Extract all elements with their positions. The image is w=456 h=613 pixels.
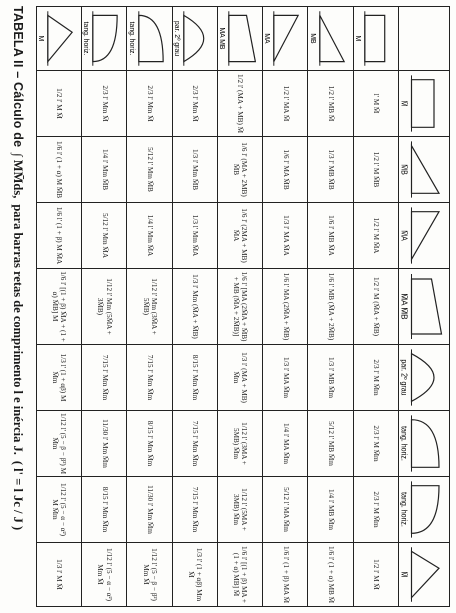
table-cell: [37, 137, 82, 203]
row-header-1: [308, 7, 353, 71]
row-shape-7: [37, 7, 81, 70]
cell-formula: 2/3 l' Mm M̄: [100, 85, 109, 122]
cell-formula: 1/6 l' (1 + β) M M̄A: [55, 206, 64, 265]
row-shape-6: [82, 7, 126, 70]
table-label: TABELA II – Cálculo de: [11, 6, 25, 148]
cell-formula: 1/2 l' MA M̄: [281, 85, 290, 122]
cell-formula: 1/6 l' (1 + α) M M̄B: [55, 140, 64, 199]
table-cell: [172, 71, 217, 137]
cell-formula: 5/12 l' MB M̄m: [326, 421, 335, 466]
cell-formula: 8/15 l' Mm M̄m: [191, 354, 200, 401]
row-shape-3: [218, 7, 262, 70]
table-cell: [353, 203, 398, 269]
row-shape-1-label: MB: [308, 33, 316, 44]
table-cell: [218, 71, 263, 137]
row-shape-2-label: MA: [263, 33, 271, 44]
table-cell: [218, 137, 263, 203]
table-cell: [308, 411, 353, 477]
row-shape-5: [128, 7, 172, 70]
table-cell: [127, 203, 172, 269]
cell-formula: 2/3 l' M M̄m: [372, 491, 381, 528]
row-header-3: [218, 7, 263, 71]
cell-formula: 1/12 l' (5 − β − β²) M M̄m: [51, 413, 68, 474]
column-shape-3-label: M̄A M̄B: [399, 293, 409, 320]
cell-formula: 7/15 l' Mm M̄m: [100, 354, 109, 401]
cell-formula: 7/15 l' Mm M̄m: [191, 420, 200, 467]
corner-cell: [399, 7, 450, 71]
cell-formula: 1/3 l' Mm (M̄A + M̄B): [191, 274, 200, 339]
cell-formula: 7/15 l' Mm M̄m: [191, 486, 200, 533]
table-cell: [353, 477, 398, 543]
cell-formula: 1/6 l' (MA + 2MB) M̄B: [232, 142, 249, 197]
table-cell: [308, 71, 353, 137]
table-row: [218, 7, 263, 607]
cell-formula: 1/12 l' Mm (3M̄A + 5M̄B): [141, 278, 158, 335]
table-cell: [37, 411, 82, 477]
column-shape-7: [399, 543, 449, 606]
table-cell: [263, 71, 308, 137]
table-cell: [218, 411, 263, 477]
cell-formula: 1/2 l' M (M̄A + M̄B): [372, 276, 381, 337]
row-header-0: [353, 7, 398, 71]
table-row: [172, 7, 217, 607]
column-shape-3: [399, 269, 449, 344]
table-cell: [218, 543, 263, 607]
column-shape-7-label: M̄: [399, 571, 410, 578]
table-cell: [353, 543, 398, 607]
column-shape-0: [399, 71, 449, 136]
table-cell: [263, 543, 308, 607]
table-cell: [82, 269, 127, 345]
table-cell: [82, 203, 127, 269]
table-caption: [4, 6, 32, 606]
cell-formula: 1/4 l' MA M̄m: [281, 422, 290, 465]
cell-formula: 1/2 l' M M̄B: [372, 151, 381, 188]
table-cell: [308, 543, 353, 607]
cell-formula: 2/3 l' Mm M̄: [145, 85, 154, 122]
table-cell: [37, 71, 82, 137]
table-cell: [37, 477, 82, 543]
cell-formula: 1/6 l' MB (M̄A + 2M̄B): [326, 272, 335, 341]
table-cell: [172, 203, 217, 269]
cell-formula: 1/6 l' (1 + α) MB M̄: [326, 545, 335, 604]
column-shape-6: [399, 477, 449, 542]
table-cell: [353, 345, 398, 411]
cell-formula: 1/3 l' MB M̄B: [326, 149, 335, 190]
cell-formula: 1/3 l' (MA + MB) M̄m: [232, 352, 249, 403]
column-shape-0-label: M̄: [399, 100, 409, 107]
column-header-3: [399, 269, 450, 345]
cell-formula: 2/3 l' M M̄m: [372, 425, 381, 462]
cell-formula: 1/12 l' (5 − β − β²) Mm M̄: [141, 548, 158, 601]
column-header-7: [399, 543, 450, 607]
table-cell: [82, 345, 127, 411]
table-cell: [263, 477, 308, 543]
row-header-7: [37, 7, 82, 71]
table-cell: [82, 137, 127, 203]
cell-formula: 1/4 l' MB M̄m: [326, 488, 335, 531]
table-cell: [127, 137, 172, 203]
row-shape-5-label: tang. horiz.: [127, 21, 135, 56]
row-shape-4: [173, 7, 217, 70]
row-shape-6-label: tang. horiz.: [82, 21, 90, 56]
cell-formula: 1/6 l' MB M̄A: [326, 215, 335, 256]
cell-formula: 5/12 l' MA M̄m: [281, 487, 290, 532]
table-cell: [263, 137, 308, 203]
table-cell: [353, 411, 398, 477]
table-row: [263, 7, 308, 607]
cell-formula: 8/15 l' Mm M̄m: [100, 486, 109, 533]
table-cell: [263, 269, 308, 345]
table-row: [37, 7, 82, 607]
cell-formula: 1/2 l' (MA + MB) M̄: [236, 73, 245, 134]
row-shape-0-label: M: [353, 35, 362, 42]
table-row: [82, 7, 127, 607]
column-shape-2: [399, 203, 449, 268]
cell-formula: 5/12 l' Mm M̄A: [100, 212, 109, 259]
cell-formula: 1/4 l' Mm M̄A: [145, 214, 154, 257]
table-cell: [127, 411, 172, 477]
cell-formula: 1/3 l' M M̄: [55, 559, 64, 590]
table-cell: [263, 345, 308, 411]
column-shape-6-label: tang. horiz.: [399, 492, 409, 527]
column-header-2: [399, 203, 450, 269]
column-shape-1-label: M̄B: [399, 164, 409, 175]
table-cell: [308, 269, 353, 345]
table-row: [308, 7, 353, 607]
table-cell: [127, 71, 172, 137]
table-cell: [82, 477, 127, 543]
cell-formula: 1/12 l' (5MA + 3MB) M̄m: [232, 488, 249, 531]
cell-formula: 1/3 l' MA M̄m: [281, 356, 290, 399]
column-shape-5-label: tang. horiz.: [399, 426, 409, 461]
cell-formula: 1/2 l' MB M̄: [326, 85, 335, 122]
cell-formula: 5/12 l' Mm M̄B: [145, 147, 154, 192]
row-header-6: [82, 7, 127, 71]
column-header-6: [399, 477, 450, 543]
table-cell: [127, 543, 172, 607]
cell-formula: 1/6 l' (2MA + MB) M̄A: [232, 208, 249, 263]
column-shape-5: [399, 411, 449, 476]
integral-table: [36, 6, 450, 607]
table-row: [353, 7, 398, 607]
column-header-0: [399, 71, 450, 137]
table-cell: [82, 543, 127, 607]
cell-formula: 1/3 l' (1 + αβ) M M̄m: [51, 353, 68, 402]
caption-rest: para barras retas de comprimento l e inércia J.: [11, 204, 26, 455]
cell-formula: 1/12 l' (5 − α − α²) Mm M̄: [96, 547, 113, 602]
table-cell: [308, 477, 353, 543]
cell-formula: 11/30 l' Mm M̄m: [145, 485, 154, 534]
column-shape-1: [399, 137, 449, 202]
table-cell: [127, 269, 172, 345]
caption-formula: ( l' = l Jc / J ): [11, 460, 26, 531]
row-shape-2: [263, 7, 307, 70]
table-cell: [218, 345, 263, 411]
table-cell: [353, 137, 398, 203]
table-cell: [353, 71, 398, 137]
integral-expression: ∫ MM̄ds,: [11, 153, 26, 199]
table-cell: [308, 345, 353, 411]
table-cell: [127, 477, 172, 543]
row-shape-0: [354, 7, 398, 70]
table-cell: [82, 71, 127, 137]
row-shape-1: [309, 7, 353, 70]
column-header-5: [399, 411, 450, 477]
cell-formula: 1/6 l' MA (2M̄A + M̄B): [281, 272, 290, 341]
cell-formula: 1/6 l' (1 + β) MA M̄: [281, 546, 290, 603]
table-cell: [82, 411, 127, 477]
cell-formula: l' M M̄: [372, 93, 381, 114]
table-cell: [37, 269, 82, 345]
cell-formula: 2/3 l' Mm M̄: [191, 85, 200, 122]
cell-formula: 1/12 l' (5 − α − α²) M M̄m: [51, 482, 68, 537]
column-header-1: [399, 137, 450, 203]
cell-formula: 1/12 l' (3MA + 5MB) M̄m: [232, 422, 249, 465]
row-shape-3-label: MA MB: [218, 27, 226, 50]
table-cell: [127, 345, 172, 411]
cell-formula: 1/3 l' Mm M̄A: [191, 214, 200, 257]
row-shape-7-label: M: [37, 35, 45, 42]
table-cell: [172, 345, 217, 411]
column-header-4: [399, 345, 450, 411]
table-cell: [218, 477, 263, 543]
table-row: [127, 7, 172, 607]
table-cell: [37, 543, 82, 607]
row-header-4: [172, 7, 217, 71]
cell-formula: 1/6 l' [MA (2M̄A + M̄B) + MB (M̄A + 2M̄B)]: [232, 271, 249, 342]
table-cell: [308, 137, 353, 203]
table-cell: [218, 203, 263, 269]
cell-formula: 1/2 l' M M̄A: [372, 217, 381, 254]
cell-formula: 1/2 l' M M̄: [55, 88, 64, 119]
table-cell: [218, 269, 263, 345]
table-cell: [37, 345, 82, 411]
column-shape-4-label: par. 2º grau: [399, 359, 409, 396]
row-header-5: [127, 7, 172, 71]
table-cell: [172, 543, 217, 607]
cell-formula: 1/6 l' [(1 + β) MA + (1 + α) MB] M̄: [232, 546, 249, 603]
cell-formula: 8/15 l' Mm M̄m: [145, 420, 154, 467]
table-cell: [172, 411, 217, 477]
cell-formula: 1/4 l' Mm M̄B: [100, 148, 109, 191]
cell-formula: 1/3 l' Mm M̄B: [191, 148, 200, 191]
cell-formula: 2/3 l' M M̄m: [372, 359, 381, 396]
table-cell: [308, 203, 353, 269]
row-header-2: [263, 7, 308, 71]
table-cell: [172, 137, 217, 203]
cell-formula: 1/12 l' Mm (5M̄A + 3M̄B): [96, 278, 113, 335]
table-cell: [263, 203, 308, 269]
column-shape-4: [399, 345, 449, 410]
table-cell: [172, 269, 217, 345]
cell-formula: 1/3 l' MB M̄m: [326, 356, 335, 399]
header-row: [399, 7, 450, 607]
cell-formula: 1/6 l' [(1 + β) M̄A + (1 + α) M̄B] M: [51, 271, 68, 342]
cell-formula: 7/15 l' Mm M̄m: [145, 354, 154, 401]
cell-formula: 11/30 l' Mm M̄m: [100, 419, 109, 468]
cell-formula: 1/2 l' M M̄: [372, 559, 381, 590]
cell-formula: 1/3 l' (1 + αβ) Mm M̄: [186, 547, 204, 602]
table-cell: [353, 269, 398, 345]
table-cell: [263, 411, 308, 477]
cell-formula: 1/3 l' MA M̄A: [281, 215, 290, 256]
table-cell: [37, 203, 82, 269]
cell-formula: 1/6 l' MA M̄B: [281, 149, 290, 190]
column-shape-2-label: M̄A: [399, 230, 409, 241]
table-cell: [172, 477, 217, 543]
row-shape-4-label: par. 2º grau: [172, 20, 181, 57]
